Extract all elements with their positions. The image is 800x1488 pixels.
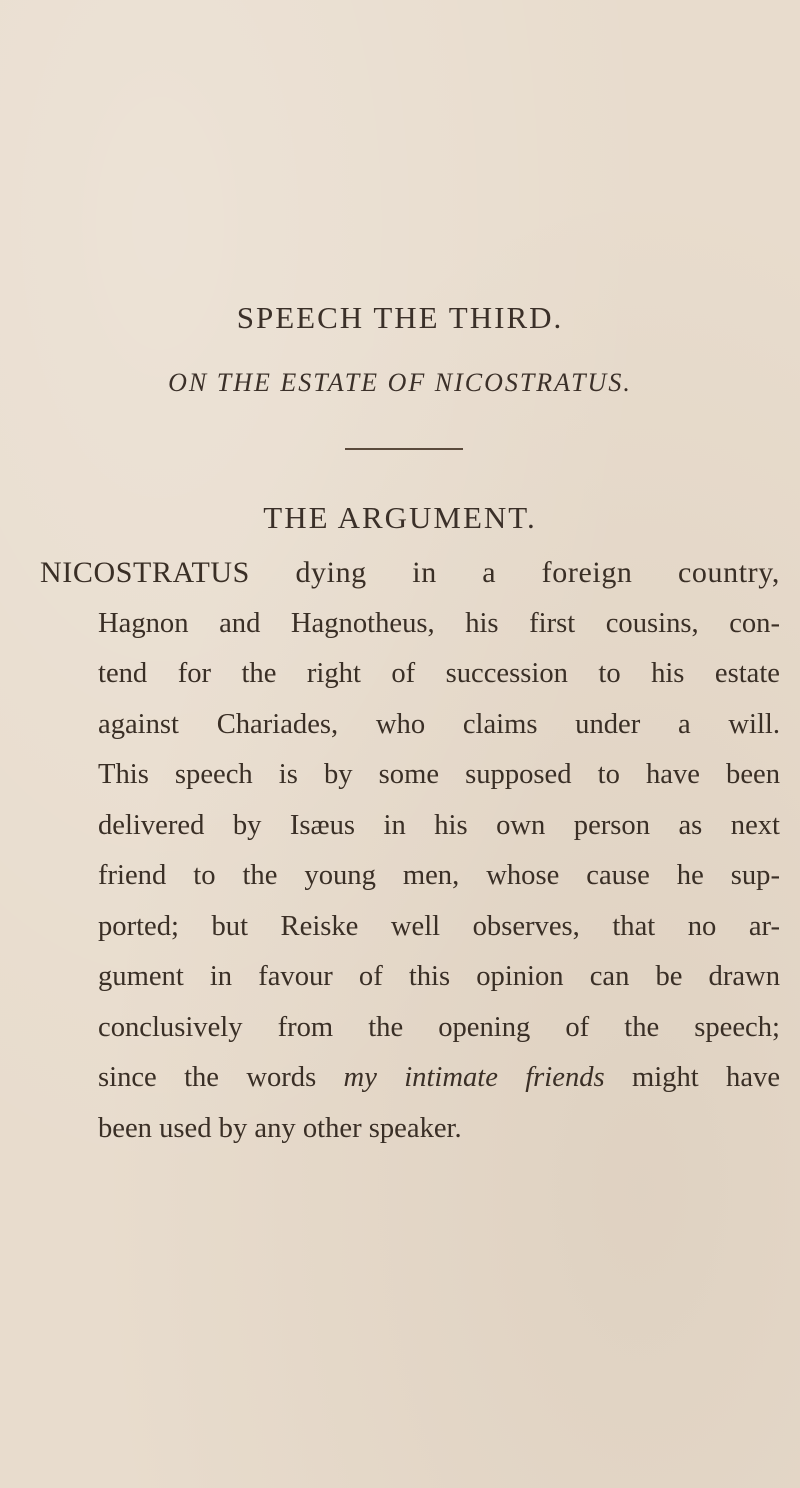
argument-line: Hagnon and Hagnotheus, his first cousins, con-	[98, 607, 780, 639]
section-divider	[345, 448, 463, 450]
speech-title: SPEECH THE THIRD.	[236, 300, 564, 335]
estate-subtitle: ON THE ESTATE OF NICOSTRATUS.	[168, 368, 632, 397]
argument-line: conclusively from the opening of the speech;	[98, 1011, 780, 1043]
argument-line: NICOSTRATUS dying in a foreign country,	[40, 556, 780, 589]
argument-line-with-italics	[40, 1053, 780, 1104]
argument-heading: THE ARGUMENT.	[263, 500, 537, 535]
argument-line: ported; but Reiske well observes, that no ar-	[98, 910, 780, 942]
line-text-after: might have	[632, 1062, 781, 1093]
line-text-before: since the words	[98, 1062, 317, 1093]
argument-line: been used by any other speaker.	[98, 1112, 462, 1144]
argument-line: gument in favour of this opinion can be drawn	[98, 961, 780, 992]
italic-phrase: my intimate friends	[343, 1062, 605, 1093]
argument-line: This speech is by some supposed to have been	[98, 759, 780, 790]
argument-line: friend to the young men, whose cause he sup-	[98, 860, 780, 891]
argument-text	[40, 548, 780, 1154]
argument-line: delivered by Isæus in his own person as next	[98, 809, 780, 841]
argument-line: against Chariades, who claims under a will.	[98, 708, 780, 740]
argument-line: tend for the right of succession to his estate	[98, 658, 780, 689]
